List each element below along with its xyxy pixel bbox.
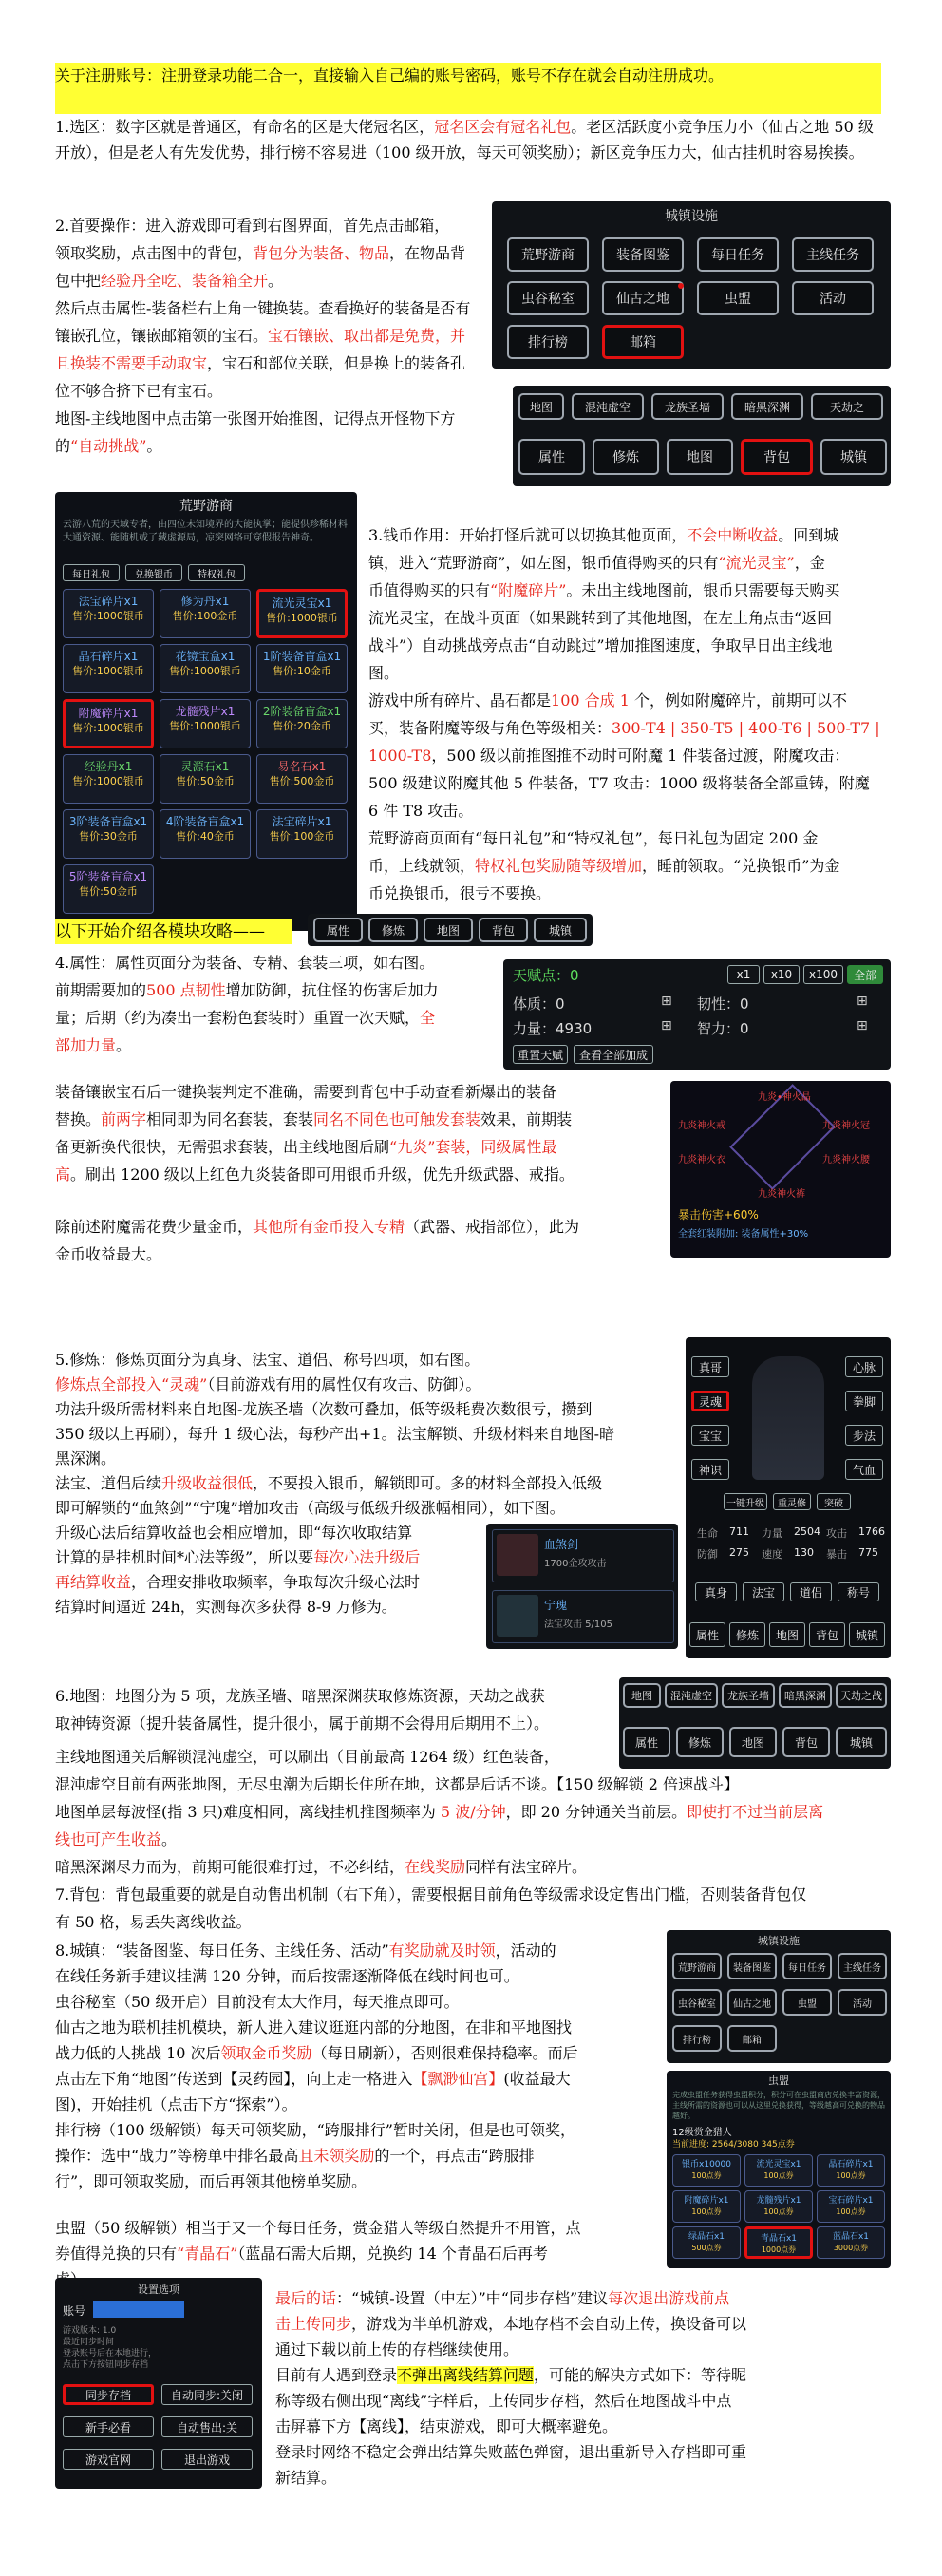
auto-sell-toggle[interactable]: 自动售出:关	[161, 2416, 253, 2437]
tab-heaven-trial[interactable]: 天劫之战	[836, 1683, 887, 1708]
intro-paragraph: 1.选区：数字区就是普通区，有命名的区是大佬冠名区，冠名区会有冠名礼包。老区活跃度小竞争压力小（仙古之地 50 级开放），但是老人有先发优势，排行榜不容易进（100 级开放，每天可领奖励）；新区竞争压力大，仙古挂机时容易挨揍。	[55, 118, 874, 161]
shop-item-name: 流光灵宝x1	[272, 597, 332, 610]
city-btn-equip-atlas[interactable]: 装备图鉴	[727, 1953, 777, 1979]
city-btn-activity[interactable]: 活动	[792, 281, 874, 315]
shop-item[interactable]	[63, 809, 154, 859]
stat-toughness: 韧性：0	[697, 995, 749, 1013]
guild-item-name: 晶石碎片x1	[828, 2160, 874, 2169]
view-bonus-button[interactable]: 查看全部加成	[574, 1045, 653, 1064]
stat-value: 275	[729, 1546, 749, 1559]
city-btn-mailbox[interactable]: 邮箱	[727, 2025, 777, 2052]
guild-shop-item[interactable]	[744, 2226, 813, 2259]
city-btn-main-task[interactable]: 主线任务	[838, 1953, 887, 1979]
shop-item[interactable]	[63, 754, 154, 804]
set-panel	[670, 1081, 891, 1258]
shop-item-name: 附魔碎片x1	[78, 707, 139, 720]
cult-tab-companion[interactable]: 道侣	[790, 1582, 832, 1601]
stat-label: 攻击	[826, 1527, 847, 1540]
nav-map[interactable]: 地图	[729, 1727, 777, 1757]
nav-cultivate[interactable]: 修炼	[368, 918, 418, 942]
tab-dragon-wall[interactable]: 龙族圣墙	[722, 1683, 775, 1708]
city-facilities-panel	[492, 201, 891, 369]
shop-item[interactable]	[63, 644, 154, 693]
city-btn-bug-alliance[interactable]: 虫盟	[697, 281, 779, 315]
settings-panel	[55, 2278, 262, 2489]
plus-icon[interactable]: ⊞	[857, 994, 868, 1009]
shop-item-price: 售价:30金币	[79, 830, 138, 843]
set-piece: 九炎•神火晶	[758, 1092, 811, 1103]
shop-item-price: 售价:1000银币	[72, 610, 144, 622]
shop-item-name: 2阶装备盲盒x1	[262, 705, 342, 718]
cult-right-step[interactable]: 步法	[845, 1425, 883, 1446]
set-piece: 九炎神火腰	[822, 1155, 870, 1165]
nav-attributes[interactable]: 属性	[689, 1622, 725, 1647]
reset-talent-button[interactable]: 重置天赋	[513, 1045, 568, 1064]
cultivation-panel	[686, 1337, 891, 1658]
guild-desc: 完成虫盟任务获得虫盟积分，积分可在虫盟商店兑换丰富资源，主线所需的资源也可以从这里兑换获得，等级越高可兑换的物品越好。	[672, 2091, 885, 2120]
shop-item-price: 售价:100金币	[269, 830, 335, 843]
shop-item-price: 售价:50金币	[176, 775, 235, 787]
guild-item-price: 100点券	[691, 2171, 722, 2180]
nav-town[interactable]: 城镇	[534, 918, 587, 942]
shop-tab-daily[interactable]: 每日礼包	[63, 564, 120, 581]
nav-town[interactable]: 城镇	[836, 1727, 887, 1757]
account-label: 账号	[63, 2304, 86, 2318]
official-site-button[interactable]: 游戏官网	[63, 2449, 154, 2470]
city-facilities-panel-2	[667, 1930, 891, 2063]
notify-dot	[678, 283, 684, 289]
shop-item-name: 晶石碎片x1	[78, 650, 139, 663]
shop-item-name: 花镜宝盒x1	[175, 650, 236, 663]
auto-sync-toggle[interactable]: 自动同步:关闭	[161, 2384, 253, 2405]
add-x100-button[interactable]: x100	[803, 965, 843, 984]
one-key-upgrade-button[interactable]: 一键升级	[724, 1493, 767, 1510]
guild-item-name: 宝石碎片x1	[828, 2196, 874, 2206]
stat-label: 力量	[762, 1527, 782, 1540]
city-btn-mailbox[interactable]: 邮箱	[602, 325, 684, 359]
shop-tab-privilege[interactable]: 特权礼包	[188, 564, 245, 581]
cult-tab-treasure[interactable]: 法宝	[743, 1582, 784, 1601]
city-btn-ranking[interactable]: 排行榜	[672, 2025, 722, 2052]
city-btn-main-task[interactable]: 主线任务	[792, 237, 874, 272]
nav-bag[interactable]: 背包	[479, 918, 528, 942]
stat-constitution: 体质：0	[513, 995, 565, 1013]
tab-chaos-void[interactable]: 混沌虚空	[665, 1683, 718, 1708]
shop-item-name: 1阶装备盲盒x1	[262, 650, 342, 663]
intro-title: 关于注册账号：注册登录功能二合一，直接输入自己编的账号密码，账号不存在就会自动注册成功。	[55, 66, 725, 85]
guild-item-price: 100点券	[763, 2207, 794, 2216]
nav-map[interactable]: 地图	[424, 918, 473, 942]
nav-town[interactable]: 城镇	[820, 439, 887, 475]
shop-item-name: 4阶装备盲盒x1	[165, 815, 245, 828]
shop-item-price: 售价:1000银币	[72, 665, 144, 677]
map-strip-panel-2	[619, 1677, 891, 1769]
shop-item-price: 售价:500金币	[269, 775, 335, 787]
shop-title: 荒野游商	[179, 499, 233, 514]
shop-item-price: 售价:1000银币	[169, 665, 241, 677]
cult-left-sense[interactable]: 神识	[691, 1459, 729, 1480]
shop-item[interactable]	[256, 589, 348, 638]
cult-right-blood[interactable]: 气血	[845, 1459, 883, 1480]
re-cultivate-button[interactable]: 重灵修	[773, 1493, 811, 1510]
nav-cultivate[interactable]: 修炼	[676, 1727, 724, 1757]
guild-title: 虫盟	[768, 2074, 789, 2087]
shop-item-name: 法宝碎片x1	[272, 815, 332, 828]
shop-item-price: 售价:1000银币	[72, 775, 144, 787]
add-all-button[interactable]: 全部	[847, 965, 883, 984]
cult-left-real[interactable]: 真哥	[691, 1356, 729, 1377]
sword-icon	[497, 1534, 538, 1576]
shop-item-price: 售价:10金币	[273, 665, 331, 677]
guild-item-price: 100点券	[691, 2207, 722, 2216]
guild-shop-item[interactable]	[817, 2190, 885, 2223]
treasure-info: 法宝攻击 5/105	[544, 1619, 612, 1630]
shop-item-name: 法宝碎片x1	[78, 595, 139, 608]
shop-item[interactable]	[160, 699, 251, 748]
tab-map[interactable]: 地图	[623, 1683, 661, 1708]
city-btn-ranking[interactable]: 排行榜	[507, 325, 589, 359]
nav-town[interactable]: 城镇	[849, 1622, 885, 1647]
guild-item-name: 青晶石x1	[760, 2234, 798, 2244]
settings-info: 游戏版本: 1.0 最近同步时间 登录账号后在本地进行， 点击下方按钮同步存档	[63, 2326, 158, 2370]
treasure-card[interactable]	[492, 1529, 674, 1582]
map-strip-panel	[513, 386, 891, 486]
sync-save-button[interactable]: 同步存档	[63, 2384, 154, 2405]
set-bonus: 暴击伤害+60%	[678, 1208, 759, 1222]
cult-right-fist[interactable]: 拳脚	[845, 1391, 883, 1411]
stat-label: 防御	[697, 1548, 718, 1561]
shop-item-name: 经验丹x1	[84, 760, 133, 773]
shop-tab-exchange[interactable]: 兑换银币	[125, 564, 182, 581]
account-field[interactable]	[93, 2301, 184, 2318]
guild-item-price: 1000点券	[761, 2245, 797, 2254]
stat-strength: 力量：4930	[513, 1020, 593, 1037]
stat-value: 1766	[858, 1525, 885, 1538]
treasure-card[interactable]	[492, 1590, 674, 1643]
set-piece: 九炎神火裤	[758, 1189, 805, 1200]
guild-progress: 当前进度: 2564/3080 345点券	[672, 2140, 795, 2150]
guild-shop-item[interactable]	[672, 2154, 741, 2187]
guild-panel	[667, 2071, 891, 2268]
city-btn-equip-atlas[interactable]: 装备图鉴	[602, 237, 684, 272]
shop-item[interactable]	[160, 644, 251, 693]
exit-game-button[interactable]: 退出游戏	[161, 2449, 253, 2470]
cult-right-meridian[interactable]: 心脉	[845, 1356, 883, 1377]
shop-item-price: 售价:1000银币	[169, 720, 241, 732]
shop-item[interactable]	[256, 644, 348, 693]
plus-icon[interactable]: ⊞	[661, 1018, 672, 1033]
city-btn-bug-chamber[interactable]: 虫谷秘室	[507, 281, 589, 315]
cult-left-treasure[interactable]: 宝宝	[691, 1425, 729, 1446]
city-btn-bug-alliance[interactable]: 虫盟	[782, 1989, 832, 2016]
city-btn-wild-merchant[interactable]: 荒野游商	[672, 1953, 722, 1979]
treasure-info: 1700金攻攻击	[544, 1559, 607, 1569]
treasure-name: 血煞剑	[544, 1538, 579, 1551]
cult-tab-title[interactable]: 称号	[838, 1582, 879, 1601]
talent-points: 天赋点：0	[513, 967, 579, 984]
stat-value: 711	[729, 1525, 749, 1538]
shop-item-name: 3阶装备盲盒x1	[68, 815, 148, 828]
stat-value: 130	[794, 1546, 814, 1559]
stat-label: 生命	[697, 1527, 718, 1540]
tab-dark-abyss[interactable]: 暗黑深渊	[731, 393, 803, 420]
plus-icon[interactable]: ⊞	[661, 994, 672, 1009]
nav-attributes[interactable]: 属性	[518, 439, 585, 475]
city-btn-activity[interactable]: 活动	[838, 1989, 887, 2016]
guild-item-price: 3000点券	[833, 2244, 869, 2252]
shop-item-price: 售价:100金币	[172, 610, 238, 622]
treasure-name: 宁瑰	[544, 1599, 568, 1612]
set-piece: 九炎神火戒	[678, 1121, 725, 1131]
shop-item[interactable]	[63, 864, 154, 914]
shop-item[interactable]	[63, 699, 154, 748]
set-desc: 全套红装附加: 装备属性+30%	[678, 1229, 809, 1240]
stat-value: 2504	[794, 1525, 820, 1538]
guild-level: 12级赏金猎人	[672, 2128, 732, 2138]
wild-merchant-panel	[55, 492, 357, 931]
shop-item[interactable]	[160, 809, 251, 859]
nav-bag[interactable]: 背包	[809, 1622, 845, 1647]
shop-item[interactable]	[63, 589, 154, 638]
shop-item-name: 修为丹x1	[180, 595, 230, 608]
guild-item-name: 蓝晶石x1	[832, 2232, 870, 2242]
guild-item-price: 500点券	[691, 2244, 722, 2252]
guild-shop-item[interactable]	[817, 2154, 885, 2187]
treasure-panel	[486, 1524, 678, 1649]
guild-shop-item[interactable]	[817, 2226, 885, 2259]
set-piece: 九炎神火冠	[822, 1121, 870, 1131]
guild-shop-item[interactable]	[672, 2226, 741, 2259]
shop-item-price: 售价:1000银币	[72, 722, 144, 734]
guild-shop-item[interactable]	[672, 2190, 741, 2223]
guild-item-price: 100点券	[836, 2207, 866, 2216]
shop-item-name: 易名石x1	[277, 760, 327, 773]
nav-bag[interactable]: 背包	[741, 439, 813, 475]
nav-attributes[interactable]: 属性	[623, 1727, 670, 1757]
guild-item-name: 龙髓残片x1	[756, 2196, 801, 2206]
settings-title: 设置选项	[138, 2283, 179, 2296]
cult-left-soul[interactable]: 灵魂	[691, 1391, 729, 1411]
stat-label: 速度	[762, 1548, 782, 1561]
companion-icon	[497, 1595, 538, 1637]
nav-attributes[interactable]: 属性	[313, 918, 363, 942]
shop-item[interactable]	[160, 589, 251, 638]
section-4-header: 以下开始介绍各模块攻略——	[55, 922, 265, 941]
city-title: 城镇设施	[665, 209, 718, 224]
shop-item-name: 5阶装备盲盒x1	[68, 870, 148, 883]
guild-item-name: 银币x10000	[682, 2160, 731, 2169]
shop-desc: 云游八荒的天域专者，由四位未知境界的大能执掌；能提供珍稀材料大通资源、能随机或了藏虚源局，凉突网络可穿假报告神奇。	[63, 520, 348, 543]
guild-item-name: 流光灵宝x1	[756, 2160, 801, 2169]
shop-item-name: 灵源石x1	[180, 760, 230, 773]
set-piece: 九炎神火衣	[678, 1155, 725, 1165]
city-btn-bug-chamber[interactable]: 虫谷秘室	[672, 1989, 722, 2016]
guild-item-price: 100点券	[763, 2171, 794, 2180]
guild-item-price: 100点券	[836, 2171, 866, 2180]
cult-tab-body[interactable]: 真身	[695, 1582, 737, 1601]
shop-item[interactable]	[256, 754, 348, 804]
city-btn-ancient-land[interactable]: 仙古之地	[602, 281, 684, 315]
stat-label: 暴击	[826, 1548, 847, 1561]
shop-item-price: 售价:20金币	[273, 720, 331, 732]
nav-bag[interactable]: 背包	[782, 1727, 830, 1757]
city-btn-wild-merchant[interactable]: 荒野游商	[507, 237, 589, 272]
city-btn-daily-task[interactable]: 每日任务	[697, 237, 779, 272]
tab-heaven-trial[interactable]: 天劫之	[811, 393, 883, 420]
nav-cultivate[interactable]: 修炼	[729, 1622, 765, 1647]
tab-chaos-void[interactable]: 混沌虚空	[572, 393, 644, 420]
newbie-guide-button[interactable]: 新手必看	[63, 2416, 154, 2437]
add-x10-button[interactable]: x10	[763, 965, 800, 984]
tab-dark-abyss[interactable]: 暗黑深渊	[779, 1683, 832, 1708]
stat-intelligence: 智力：0	[697, 1020, 749, 1037]
guild-shop-item[interactable]	[744, 2190, 813, 2223]
city-btn-ancient-land[interactable]: 仙古之地	[727, 1989, 777, 2016]
shop-item-price: 售价:40金币	[176, 830, 235, 843]
plus-icon[interactable]: ⊞	[857, 1018, 868, 1033]
stat-value: 775	[858, 1546, 878, 1559]
shop-item-price: 售价:1000银币	[266, 612, 338, 624]
shop-item-name: 龙髓残片x1	[175, 705, 236, 718]
shop-item[interactable]	[256, 699, 348, 748]
add-x1-button[interactable]: x1	[727, 965, 760, 984]
nav-map[interactable]: 地图	[667, 439, 733, 475]
nav-strip-small	[308, 914, 593, 946]
shop-item[interactable]	[160, 754, 251, 804]
city-title: 城镇设施	[758, 1935, 800, 1947]
talent-panel	[503, 959, 891, 1070]
tab-dragon-wall[interactable]: 龙族圣墙	[651, 393, 724, 420]
nav-cultivate[interactable]: 修炼	[593, 439, 659, 475]
shop-item-price: 售价:50金币	[79, 885, 138, 898]
guild-shop-item[interactable]	[744, 2154, 813, 2187]
breakthrough-button[interactable]: 突破	[817, 1493, 851, 1510]
guild-item-name: 附魔碎片x1	[684, 2196, 729, 2206]
guild-item-name: 绿晶石x1	[688, 2232, 725, 2242]
nav-map[interactable]: 地图	[769, 1622, 805, 1647]
city-btn-daily-task[interactable]: 每日任务	[782, 1953, 832, 1979]
character-figure	[752, 1356, 824, 1480]
tab-map[interactable]: 地图	[518, 393, 564, 420]
shop-item[interactable]	[256, 809, 348, 859]
